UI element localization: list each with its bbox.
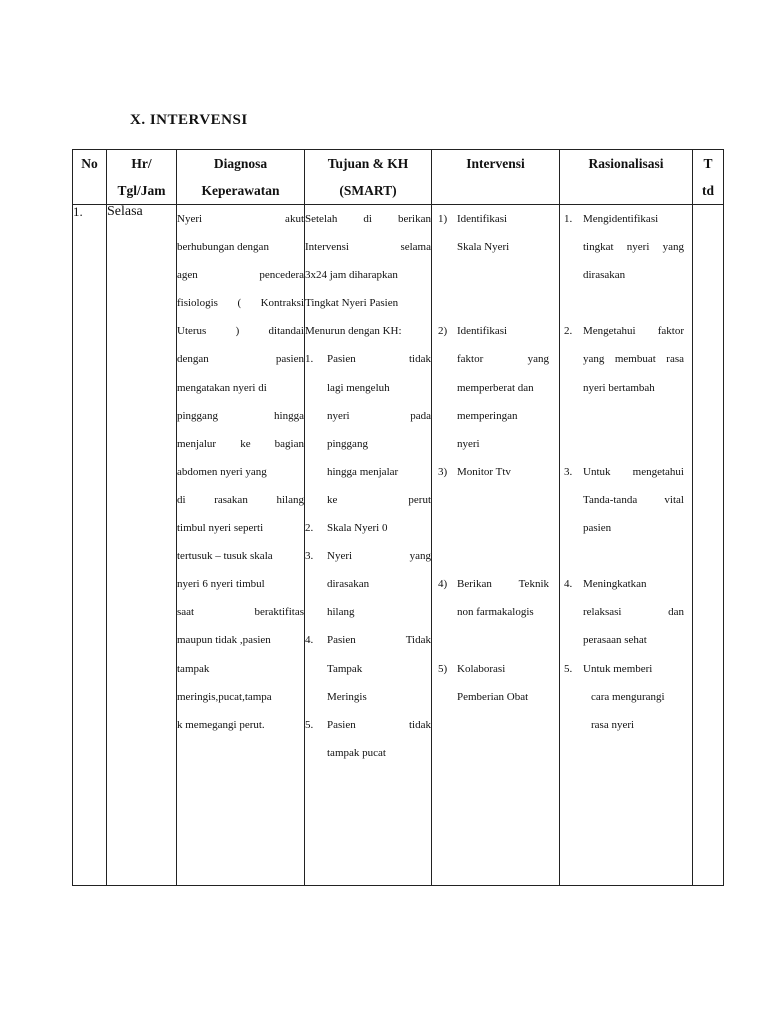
tujuan-intro-line: Tingkat Nyeri Pasien [305,297,399,310]
rasionalisasi-cell [560,205,693,886]
list-item [305,711,431,767]
list-item-line: Mengidentifikasi [583,213,659,225]
list-item [305,345,431,514]
diagnosa-line: di rasakan hilang [177,493,304,506]
list-item-line: relaksasi dan [583,606,684,619]
diagnosa-line: agen pencedera [177,269,304,282]
diagnosa-line: mengatakan nyeri di [177,381,267,394]
list-item-line: cara mengurangi [591,690,665,703]
list-item-line: nyeri [457,437,480,450]
list-item-number: 5) [438,662,448,675]
list-item-line: hingga menjalar [327,465,399,478]
diagnosa-line: nyeri 6 nyeri timbul [177,578,265,591]
list-item-line: Nyeri yang [327,550,431,563]
rasionalisasi-item [564,570,684,654]
list-item-line: non farmakalogis [457,606,534,619]
diagnosa-line: pinggang hingga [177,409,304,422]
intervensi-item [438,458,549,486]
list-item-line: nyeri pada [327,409,431,422]
header-ttd: T td [693,150,724,205]
header-diagnosa: Diagnosa Keperawatan [177,150,305,205]
list-item-line: Meringis [327,690,367,703]
intervensi-item [438,655,549,711]
list-item-line: faktor yang [457,353,549,366]
list-item [305,514,431,542]
diagnosa-line: tertusuk – tusuk skala [177,550,273,563]
list-item-line: lagi mengeluh [327,381,390,394]
header-intervensi: Intervensi [432,150,560,205]
list-item-line: yang membuat rasa [583,353,684,366]
intervensi-cell [432,205,560,886]
list-item-number: 2. [564,325,573,338]
list-item-line: rasa nyeri [591,718,635,731]
list-item-line: Skala Nyeri 0 [327,522,388,535]
list-item-line: Meningkatkan [583,578,647,591]
section-title: X. INTERVENSI [130,112,248,128]
list-item-number: 1. [564,213,573,225]
list-item-line: Identifikasi [457,325,508,338]
list-item-number: 2) [438,325,448,338]
intervensi-item [438,570,549,626]
row-day: Selasa [107,205,177,886]
list-item-number: 3) [438,465,448,478]
diagnosa-line: Nyeri akut [177,213,304,225]
list-item-line: memperingan [457,409,518,422]
diagnosa-line: saat beraktifitas [177,606,304,619]
list-item-line: tampak pucat [327,746,386,759]
row-number: 1. [73,205,107,886]
diagnosa-line: Uterus ) ditandai [177,325,304,338]
tujuan-cell [305,205,432,886]
tujuan-list [305,345,431,766]
list-item-line: dirasakan [327,578,370,591]
list-item [305,542,431,626]
tujuan-intro-line: 3x24 jam diharapkan [305,269,398,282]
list-item-line: pasien [583,522,612,535]
rasionalisasi-item [564,458,684,542]
list-item-line: dirasakan [583,269,626,282]
diagnosa-line: berhubungan dengan [177,241,269,254]
diagnosa-line: maupun tidak ,pasien [177,634,271,647]
diagnosa-line: fisiologis ( Kontraksi [177,297,304,310]
ttd-cell [693,205,724,886]
list-item-line: Monitor Ttv [457,465,511,478]
list-item-line: Tanda-tanda vital [583,493,684,506]
list-item-number: 4) [438,578,448,591]
list-item-line: memperberat dan [457,381,534,394]
list-item-line: nyeri bertambah [583,381,655,394]
list-item-line: Pasien tidak [327,353,431,366]
list-item-number: 4. [305,634,314,647]
list-item-number: 1. [305,353,314,366]
tujuan-intro-line: Intervensi selama [305,241,431,254]
list-item-number: 4. [564,578,573,591]
diagnosa-line: tampak [177,662,210,675]
diagnosa-line: menjalur ke bagian [177,437,304,450]
tujuan-intro-line: Setelah di berikan [305,213,431,225]
diagnosa-line: timbul nyeri seperti [177,522,264,535]
diagnosa-line: meringis,pucat,tampa [177,690,272,703]
list-item [305,626,431,710]
intervensi-item [438,205,549,261]
list-item-line: Identifikasi [457,213,508,225]
list-item-line: Pasien tidak [327,718,431,731]
header-rasionalisasi: Rasionalisasi [560,150,693,205]
diagnosa-line: dengan pasien [177,353,304,366]
list-item-line: Pemberian Obat [457,690,529,703]
list-item-line: pinggang [327,437,368,450]
rasionalisasi-item [564,655,684,739]
list-item-line: perasaan sehat [583,634,647,647]
list-item-line: Mengetahui faktor [583,325,684,338]
rasionalisasi-item [564,205,684,289]
list-item-line: hilang [327,606,355,619]
header-no: No [73,150,107,205]
diagnosa-line: k memegangi perut. [177,718,265,731]
list-item-number: 5. [305,718,314,731]
tujuan-intro-line: Menurun dengan KH: [305,325,402,338]
intervensi-item [438,317,549,457]
list-item-line: Tampak [327,662,363,675]
list-item-line: Untuk memberi [583,662,653,675]
list-item-line: Untuk mengetahui [583,465,684,478]
list-item-number: 5. [564,662,573,675]
diagnosa-cell [177,205,305,886]
list-item-line: Berikan Teknik [457,578,549,591]
table-row [73,205,724,886]
list-item-line: ke perut [327,493,431,506]
list-item-number: 3. [564,465,573,478]
header-hr-tgl-jam: Hr/ Tgl/Jam [107,150,177,205]
list-item-line: Pasien Tidak [327,634,431,647]
diagnosa-line: abdomen nyeri yang [177,465,267,478]
rasionalisasi-item [564,317,684,401]
header-tujuan: Tujuan & KH (SMART) [305,150,432,205]
list-item-number: 2. [305,522,314,535]
list-item-number: 3. [305,550,314,563]
list-item-line: Kolaborasi [457,662,506,675]
list-item-line: Skala Nyeri [457,241,510,254]
list-item-number: 1) [438,213,448,225]
list-item-line: tingkat nyeri yang [583,241,684,254]
header-row [73,150,724,205]
intervensi-table [72,149,724,886]
